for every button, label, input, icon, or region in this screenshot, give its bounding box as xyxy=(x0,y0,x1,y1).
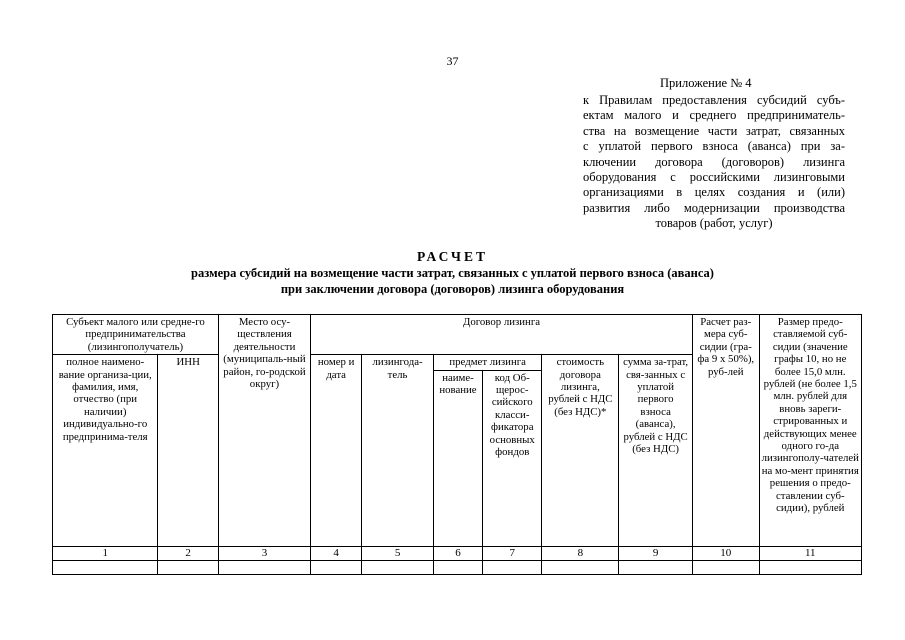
header-lessor: лизингода-тель xyxy=(362,355,434,546)
header-lease-agreement: Договор лизинга xyxy=(311,315,693,355)
header-subject-of-lease: предмет лизинга xyxy=(433,355,542,370)
column-number: 2 xyxy=(158,546,218,560)
empty-cell xyxy=(218,560,310,574)
appendix-line: к Правилам предоставления субсидий субъ- xyxy=(583,93,845,107)
appendix-title: Приложение № 4 xyxy=(660,76,752,90)
document-title: РАСЧЕТ xyxy=(417,249,488,264)
appendix-line: ства на возмещение части затрат, связанных xyxy=(583,123,845,138)
empty-cell xyxy=(158,560,218,574)
appendix-text xyxy=(583,93,845,232)
header-calculation: Расчет раз-мера суб-сидии (гра-фа 9 х 50%), руб-лей xyxy=(692,315,759,547)
header-contract-cost: стоимость договора лизинга, рублей с НДС (без НДС)* xyxy=(542,355,619,546)
header-inn: ИНН xyxy=(158,355,218,546)
column-number: 6 xyxy=(433,546,482,560)
empty-cell xyxy=(619,560,693,574)
header-place: Место осу-ществления деятельности (муниципаль-ный район, го-родской округ) xyxy=(218,315,310,547)
column-number: 8 xyxy=(542,546,619,560)
document-subtitle xyxy=(0,265,905,297)
header-row-1 xyxy=(53,315,862,355)
empty-cell xyxy=(759,560,861,574)
appendix-line: с уплатой первого взноса (аванса) при за- xyxy=(583,139,845,154)
column-number: 4 xyxy=(311,546,362,560)
subtitle-line: при заключении договора (договоров) лизинга оборудования xyxy=(280,282,625,296)
appendix-line: товаров (работ, услуг) xyxy=(655,216,773,231)
column-number-row xyxy=(53,546,862,560)
column-number: 1 xyxy=(53,546,158,560)
appendix-line: ектам малого и среднего предприниматель- xyxy=(583,108,845,123)
column-number: 3 xyxy=(218,546,310,560)
page-number: 37 xyxy=(446,54,459,68)
header-subsidy-amount: Размер предо-ставляемой суб-сидии (значение графы 10, но не более 15,0 млн. рублей (не более 1,5 млн. рублей для вновь зареги-стрированных и действующих менее одного го-да лизингополу-чателей на мо-мент принятия решения о предо-ставлении суб-сидии), рублей xyxy=(759,315,861,547)
appendix-line: ключении договора (договоров) лизинга xyxy=(583,154,845,169)
empty-data-row xyxy=(53,560,862,574)
empty-cell xyxy=(542,560,619,574)
empty-cell xyxy=(53,560,158,574)
header-subject: Субъект малого или средне-го предпринимательства (лизингополучатель) xyxy=(53,315,219,355)
column-number: 7 xyxy=(483,546,542,560)
column-number: 10 xyxy=(692,546,759,560)
subtitle-line: размера субсидий на возмещение части затрат, связанных с уплатой первого взноса (аванса) xyxy=(191,266,714,280)
header-full-name: полное наимено-вание организа-ции, фамилия, имя, отчество (при наличии) индивидуально-го предпринима-теля xyxy=(53,355,158,546)
header-item-name: наиме-нование xyxy=(433,370,482,546)
empty-cell xyxy=(362,560,434,574)
header-number-date: номер и дата xyxy=(311,355,362,546)
empty-cell xyxy=(311,560,362,574)
empty-cell xyxy=(483,560,542,574)
empty-cell xyxy=(692,560,759,574)
appendix-line: развития либо модернизации производства xyxy=(583,200,845,215)
header-item-code: код Об-щерос-сийского класси-фикатора основных фондов xyxy=(483,370,542,546)
column-number: 9 xyxy=(619,546,693,560)
appendix-line: организациями в целях создания и (или) xyxy=(583,185,845,200)
column-number: 5 xyxy=(362,546,434,560)
subsidy-calculation-table xyxy=(52,314,862,575)
column-number: 11 xyxy=(759,546,861,560)
empty-cell xyxy=(433,560,482,574)
header-first-payment: сумма за-трат, свя-занных с уплатой первого взноса (аванса), рублей с НДС (без НДС) xyxy=(619,355,693,546)
appendix-line: оборудования с российскими лизинговыми xyxy=(583,170,845,185)
